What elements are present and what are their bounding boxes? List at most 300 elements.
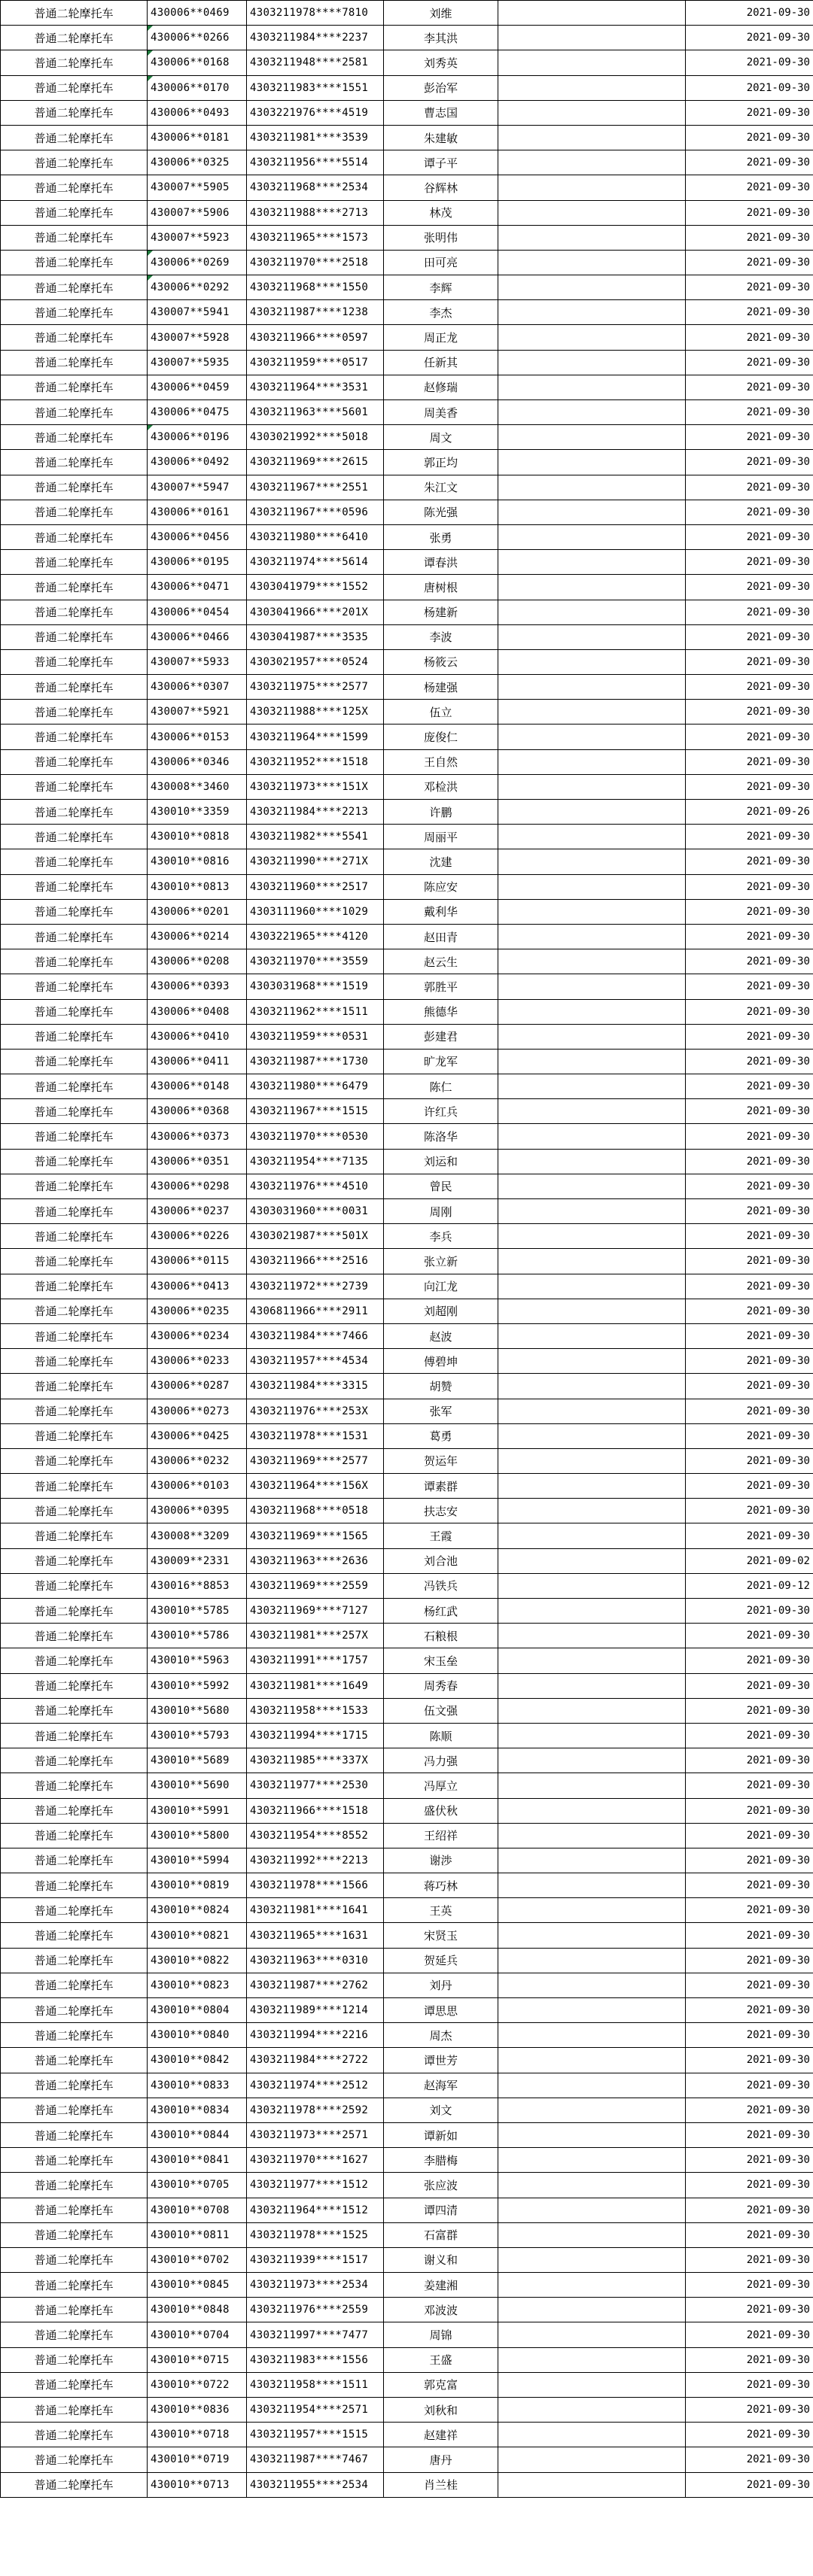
record-id-cell [148, 1723, 247, 1748]
vehicle-type-text: 普通二轮摩托车 [34, 1180, 114, 1194]
date-cell [686, 700, 813, 724]
blank-cell [498, 1024, 686, 1049]
person-name-cell [384, 1673, 498, 1698]
person-name-cell [384, 2347, 498, 2372]
vehicle-type-cell [1, 524, 148, 549]
record-id-cell [148, 2372, 247, 2397]
id-card-text: 4303211997****7477 [250, 2328, 369, 2341]
person-name-cell [384, 600, 498, 624]
record-id-cell [148, 1474, 247, 1499]
date-text: 2021-09-30 [746, 481, 810, 494]
id-card-cell [247, 1049, 384, 1074]
date-cell [686, 275, 813, 300]
blank-cell [498, 2447, 686, 2472]
blank-cell [498, 2247, 686, 2272]
date-cell [686, 1624, 813, 1648]
id-card-cell [247, 300, 384, 325]
record-id-cell [148, 350, 247, 375]
record-id-cell [148, 1349, 247, 1374]
blank-cell [498, 550, 686, 575]
date-text: 2021-09-30 [746, 1929, 810, 1942]
table-row [1, 999, 813, 1024]
blank-cell [498, 999, 686, 1024]
person-name-text: 谭新如 [423, 2128, 458, 2143]
record-id-text: 430006**0373 [151, 1130, 230, 1143]
person-name-cell [384, 1199, 498, 1224]
vehicle-type-cell [1, 350, 148, 375]
id-card-text: 4303211973****2571 [250, 2129, 369, 2142]
date-cell [686, 1074, 813, 1099]
vehicle-type-cell [1, 425, 148, 450]
date-cell [686, 2148, 813, 2173]
date-cell [686, 2298, 813, 2322]
id-card-text: 4303211965****1573 [250, 231, 369, 244]
person-name-cell [384, 649, 498, 674]
id-card-text: 4303221965****4120 [250, 931, 369, 943]
id-card-cell [247, 1274, 384, 1299]
table-row [1, 1024, 813, 1049]
id-card-text: 4303211983****1551 [250, 81, 369, 94]
person-name-text: 蒋巧林 [423, 1879, 458, 1893]
person-name-cell [384, 450, 498, 475]
vehicle-type-text: 普通二轮摩托车 [34, 481, 114, 495]
vehicle-type-cell [1, 1499, 148, 1523]
person-name-text: 田可亮 [423, 256, 458, 270]
vehicle-type-text: 普通二轮摩托车 [34, 1229, 114, 1244]
vehicle-type-text: 普通二轮摩托车 [34, 2253, 114, 2268]
id-card-cell [247, 2198, 384, 2222]
blank-cell [498, 450, 686, 475]
date-text: 2021-09-30 [746, 2079, 810, 2091]
person-name-cell [384, 1973, 498, 1997]
vehicle-type-cell [1, 1798, 148, 1823]
table-row [1, 1798, 813, 1823]
date-cell [686, 2173, 813, 2198]
person-name-cell [384, 825, 498, 849]
vehicle-type-cell [1, 1823, 148, 1848]
blank-cell [498, 1973, 686, 1997]
id-card-text: 4303211974****2512 [250, 2079, 369, 2091]
blank-cell [498, 2472, 686, 2497]
table-row [1, 675, 813, 700]
vehicle-type-cell [1, 300, 148, 325]
id-card-cell [247, 1599, 384, 1624]
person-name-cell [384, 26, 498, 50]
person-name-text: 郭克富 [423, 2378, 458, 2392]
table-row [1, 874, 813, 899]
id-card-cell [247, 1998, 384, 2023]
person-name-text: 盛伏秋 [423, 1804, 458, 1818]
table-row [1, 375, 813, 399]
id-card-cell [247, 1174, 384, 1198]
date-cell [686, 325, 813, 350]
vehicle-type-text: 普通二轮摩托车 [34, 206, 114, 220]
vehicle-type-cell [1, 375, 148, 399]
person-name-cell [384, 1149, 498, 1174]
vehicle-type-cell [1, 1124, 148, 1149]
blank-cell [498, 1474, 686, 1499]
id-card-cell [247, 550, 384, 575]
id-card-cell [247, 849, 384, 874]
vehicle-type-text: 普通二轮摩托车 [34, 755, 114, 770]
id-card-cell [247, 2247, 384, 2272]
person-name-text: 戴利华 [423, 905, 458, 919]
id-card-text: 4303211992****2213 [250, 1854, 369, 1867]
id-card-text: 4303211968****1550 [250, 281, 369, 294]
record-id-cell [148, 2322, 247, 2347]
person-name-cell [384, 1, 498, 26]
record-id-cell [148, 899, 247, 924]
blank-cell [498, 1124, 686, 1149]
record-id-cell [148, 1299, 247, 1323]
blank-cell [498, 1074, 686, 1099]
date-text: 2021-09-30 [746, 1280, 810, 1293]
id-card-cell [247, 575, 384, 600]
record-id-cell [148, 2222, 247, 2247]
vehicle-type-text: 普通二轮摩托车 [34, 2053, 114, 2067]
record-id-text: 430007**5906 [151, 206, 230, 219]
table-row [1, 724, 813, 749]
record-id-cell [148, 1024, 247, 1049]
blank-cell [498, 2398, 686, 2423]
person-name-cell [384, 800, 498, 825]
record-id-text: 430006**0469 [151, 7, 230, 20]
date-text: 2021-09-30 [746, 1330, 810, 1343]
record-id-text: 430006**0195 [151, 556, 230, 569]
record-id-text: 430010**5690 [151, 1779, 230, 1792]
cell-comment-marker-icon [148, 26, 153, 31]
table-row [1, 1174, 813, 1198]
record-id-text: 430010**0715 [151, 2353, 230, 2366]
person-name-text: 唐树根 [423, 580, 458, 594]
date-cell [686, 1174, 813, 1198]
id-card-cell [247, 1698, 384, 1723]
id-card-text: 4303021957****0524 [250, 655, 369, 668]
id-card-cell [247, 2073, 384, 2098]
id-card-text: 4303211968****2534 [250, 181, 369, 194]
vehicle-type-text: 普通二轮摩托车 [34, 2079, 114, 2093]
blank-cell [498, 1423, 686, 1448]
table-row [1, 1973, 813, 1997]
id-card-cell [247, 1548, 384, 1573]
vehicle-type-text: 普通二轮摩托车 [34, 630, 114, 645]
vehicle-type-text: 普通二轮摩托车 [34, 530, 114, 545]
id-card-text: 4303211977****1512 [250, 2179, 369, 2192]
id-card-cell [247, 874, 384, 899]
date-cell [686, 1648, 813, 1673]
vehicle-type-text: 普通二轮摩托车 [34, 1754, 114, 1768]
id-card-cell [247, 275, 384, 300]
date-cell [686, 1748, 813, 1773]
id-card-cell [247, 1948, 384, 1973]
date-text: 2021-09-30 [746, 1804, 810, 1817]
date-cell [686, 924, 813, 949]
record-id-cell [148, 874, 247, 899]
record-id-cell [148, 924, 247, 949]
person-name-text: 谭世芳 [423, 2053, 458, 2067]
record-id-cell [148, 1049, 247, 1074]
id-card-text: 4303211964****1599 [250, 731, 369, 743]
date-text: 2021-09-30 [746, 2228, 810, 2241]
record-id-text: 430010**0824 [151, 1904, 230, 1917]
blank-cell [498, 475, 686, 500]
vehicle-type-cell [1, 1399, 148, 1423]
vehicle-type-cell [1, 1648, 148, 1673]
blank-cell [498, 500, 686, 524]
table-row [1, 50, 813, 75]
vehicle-type-cell [1, 50, 148, 75]
date-cell [686, 825, 813, 849]
date-text: 2021-09-30 [746, 905, 810, 918]
table-row [1, 225, 813, 250]
record-id-text: 430006**0471 [151, 581, 230, 594]
id-card-text: 4303211954****7135 [250, 1155, 369, 1168]
person-name-text: 许鹏 [429, 805, 452, 819]
blank-cell [498, 899, 686, 924]
date-cell [686, 1973, 813, 1997]
id-card-cell [247, 924, 384, 949]
vehicle-type-cell [1, 2222, 148, 2247]
id-card-text: 4303211973****2534 [250, 2279, 369, 2292]
vehicle-type-cell [1, 2398, 148, 2423]
id-card-text: 4303211968****0518 [250, 1505, 369, 1517]
table-row [1, 2247, 813, 2272]
vehicle-type-text: 普通二轮摩托车 [34, 56, 114, 70]
vehicle-type-cell [1, 624, 148, 649]
person-name-text: 刘合池 [423, 1554, 458, 1569]
vehicle-type-cell [1, 75, 148, 100]
id-card-text: 4303211984****2237 [250, 32, 369, 44]
person-name-cell [384, 100, 498, 125]
id-card-cell [247, 2023, 384, 2048]
date-cell [686, 724, 813, 749]
vehicle-type-text: 普通二轮摩托车 [34, 1454, 114, 1469]
record-id-text: 430010**0844 [151, 2129, 230, 2142]
record-id-cell [148, 1399, 247, 1423]
vehicle-type-text: 普通二轮摩托车 [34, 1055, 114, 1069]
id-card-cell [247, 125, 384, 150]
record-id-cell [148, 150, 247, 175]
person-name-text: 杨建新 [423, 606, 458, 620]
id-card-text: 4303031960****0031 [250, 1205, 369, 1218]
record-id-text: 430006**0475 [151, 406, 230, 419]
record-id-cell [148, 200, 247, 225]
record-id-cell [148, 1898, 247, 1923]
date-text: 2021-09-30 [746, 181, 810, 194]
person-name-text: 熊德华 [423, 1005, 458, 1019]
date-text: 2021-09-30 [746, 831, 810, 843]
id-card-cell [247, 225, 384, 250]
date-cell [686, 649, 813, 674]
id-card-text: 4303211988****2713 [250, 206, 369, 219]
vehicle-type-text: 普通二轮摩托车 [34, 131, 114, 145]
record-id-text: 430006**0466 [151, 630, 230, 643]
date-text: 2021-09-30 [746, 1355, 810, 1368]
vehicle-type-text: 普通二轮摩托车 [34, 406, 114, 420]
person-name-text: 周锦 [429, 2328, 452, 2343]
date-text: 2021-09-30 [746, 630, 810, 643]
date-text: 2021-09-30 [746, 755, 810, 768]
blank-cell [498, 1599, 686, 1624]
person-name-text: 刘秀英 [423, 56, 458, 70]
person-name-text: 伍文强 [423, 1704, 458, 1718]
vehicle-type-text: 普通二轮摩托车 [34, 1629, 114, 1643]
record-id-text: 430010**0708 [151, 2204, 230, 2216]
person-name-cell [384, 125, 498, 150]
record-id-cell [148, 1448, 247, 1473]
vehicle-type-text: 普通二轮摩托车 [34, 855, 114, 869]
vehicle-type-cell [1, 1024, 148, 1049]
record-id-text: 430006**0269 [151, 256, 230, 269]
id-card-text: 4303211969****2559 [250, 1579, 369, 1592]
vehicle-type-text: 普通二轮摩托车 [34, 2328, 114, 2343]
vehicle-type-text: 普通二轮摩托车 [34, 2378, 114, 2392]
vehicle-type-text: 普通二轮摩托车 [34, 256, 114, 270]
record-id-text: 430006**0161 [151, 506, 230, 518]
date-cell [686, 1349, 813, 1374]
date-text: 2021-09-30 [746, 81, 810, 94]
date-text: 2021-09-12 [746, 1579, 810, 1592]
id-card-cell [247, 1973, 384, 1997]
id-card-text: 4303211969****1565 [250, 1530, 369, 1542]
id-card-cell [247, 1423, 384, 1448]
id-card-text: 4303211974****5614 [250, 556, 369, 569]
record-id-cell [148, 450, 247, 475]
record-id-cell [148, 1423, 247, 1448]
vehicle-type-cell [1, 1274, 148, 1299]
record-id-text: 430010**0722 [151, 2378, 230, 2391]
id-card-text: 4303211959****0517 [250, 356, 369, 369]
person-name-cell [384, 1873, 498, 1898]
id-card-cell [247, 1349, 384, 1374]
person-name-text: 王自然 [423, 755, 458, 770]
vehicle-type-text: 普通二轮摩托车 [34, 705, 114, 719]
blank-cell [498, 100, 686, 125]
id-card-text: 4303211967****0596 [250, 506, 369, 518]
id-card-cell [247, 1099, 384, 1124]
person-name-text: 陈仁 [429, 1080, 452, 1094]
blank-cell [498, 949, 686, 974]
blank-cell [498, 2372, 686, 2397]
id-card-cell [247, 1399, 384, 1423]
date-cell [686, 1299, 813, 1323]
person-name-cell [384, 924, 498, 949]
date-cell [686, 1399, 813, 1423]
id-card-text: 4303211970****0530 [250, 1130, 369, 1143]
record-id-cell [148, 275, 247, 300]
blank-cell [498, 825, 686, 849]
person-name-text: 许红兵 [423, 1104, 458, 1119]
vehicle-type-cell [1, 1698, 148, 1723]
date-text: 2021-09-30 [746, 356, 810, 369]
table-row [1, 1523, 813, 1548]
person-name-text: 谭春洪 [423, 555, 458, 570]
vehicle-type-cell [1, 225, 148, 250]
date-text: 2021-09-30 [746, 7, 810, 20]
table-row [1, 924, 813, 949]
vehicle-type-text: 普通二轮摩托车 [34, 2403, 114, 2417]
record-id-cell [148, 26, 247, 50]
person-name-text: 杨筱云 [423, 655, 458, 670]
record-id-cell [148, 1249, 247, 1274]
record-id-cell [148, 1199, 247, 1224]
table-row [1, 949, 813, 974]
vehicle-type-cell [1, 874, 148, 899]
date-text: 2021-09-30 [746, 1505, 810, 1517]
person-name-text: 彭建君 [423, 1030, 458, 1044]
date-text: 2021-09-30 [746, 32, 810, 44]
vehicle-type-cell [1, 800, 148, 825]
blank-cell [498, 350, 686, 375]
blank-cell [498, 724, 686, 749]
vehicle-type-cell [1, 1673, 148, 1698]
vehicle-type-text: 普通二轮摩托车 [34, 555, 114, 570]
blank-cell [498, 1224, 686, 1249]
record-id-cell [148, 75, 247, 100]
id-card-text: 4303211959****0531 [250, 1030, 369, 1043]
record-id-text: 430016**8853 [151, 1579, 230, 1592]
vehicle-type-cell [1, 1323, 148, 1348]
date-text: 2021-09-30 [746, 1230, 810, 1243]
date-cell [686, 1898, 813, 1923]
vehicle-type-text: 普通二轮摩托车 [34, 31, 114, 45]
vehicle-type-text: 普通二轮摩托车 [34, 1704, 114, 1718]
record-id-cell [148, 50, 247, 75]
person-name-text: 沈建 [429, 855, 452, 869]
id-card-text: 4303211967****1515 [250, 1105, 369, 1118]
table-row [1, 1124, 813, 1149]
table-row [1, 1349, 813, 1374]
person-name-text: 杨红武 [423, 1604, 458, 1618]
record-id-text: 430010**0713 [151, 2478, 230, 2491]
person-name-cell [384, 849, 498, 874]
table-row [1, 825, 813, 849]
record-id-text: 430006**0346 [151, 755, 230, 768]
person-name-text: 刘丹 [429, 1979, 452, 1993]
id-card-cell [247, 774, 384, 799]
id-card-cell [247, 1249, 384, 1274]
date-text: 2021-09-30 [746, 1105, 810, 1118]
vehicle-type-cell [1, 575, 148, 600]
id-card-text: 4303211981****1641 [250, 1904, 369, 1917]
blank-cell [498, 974, 686, 999]
person-name-text: 朱建敏 [423, 131, 458, 145]
person-name-cell [384, 2398, 498, 2423]
table-row [1, 2148, 813, 2173]
blank-cell [498, 150, 686, 175]
id-card-cell [247, 2423, 384, 2447]
date-cell [686, 1548, 813, 1573]
id-card-cell [247, 2048, 384, 2073]
blank-cell [498, 2273, 686, 2298]
id-card-cell [247, 949, 384, 974]
id-card-cell [247, 375, 384, 399]
date-cell [686, 999, 813, 1024]
person-name-cell [384, 1224, 498, 1249]
vehicle-type-cell [1, 2098, 148, 2122]
record-id-text: 430007**5933 [151, 655, 230, 668]
person-name-cell [384, 1773, 498, 1798]
blank-cell [498, 1374, 686, 1399]
id-card-cell [247, 1074, 384, 1099]
record-id-cell [148, 425, 247, 450]
record-id-cell [148, 125, 247, 150]
record-id-cell [148, 175, 247, 200]
date-cell [686, 1499, 813, 1523]
blank-cell [498, 774, 686, 799]
id-card-text: 4303211976****2559 [250, 2304, 369, 2316]
id-card-cell [247, 1374, 384, 1399]
